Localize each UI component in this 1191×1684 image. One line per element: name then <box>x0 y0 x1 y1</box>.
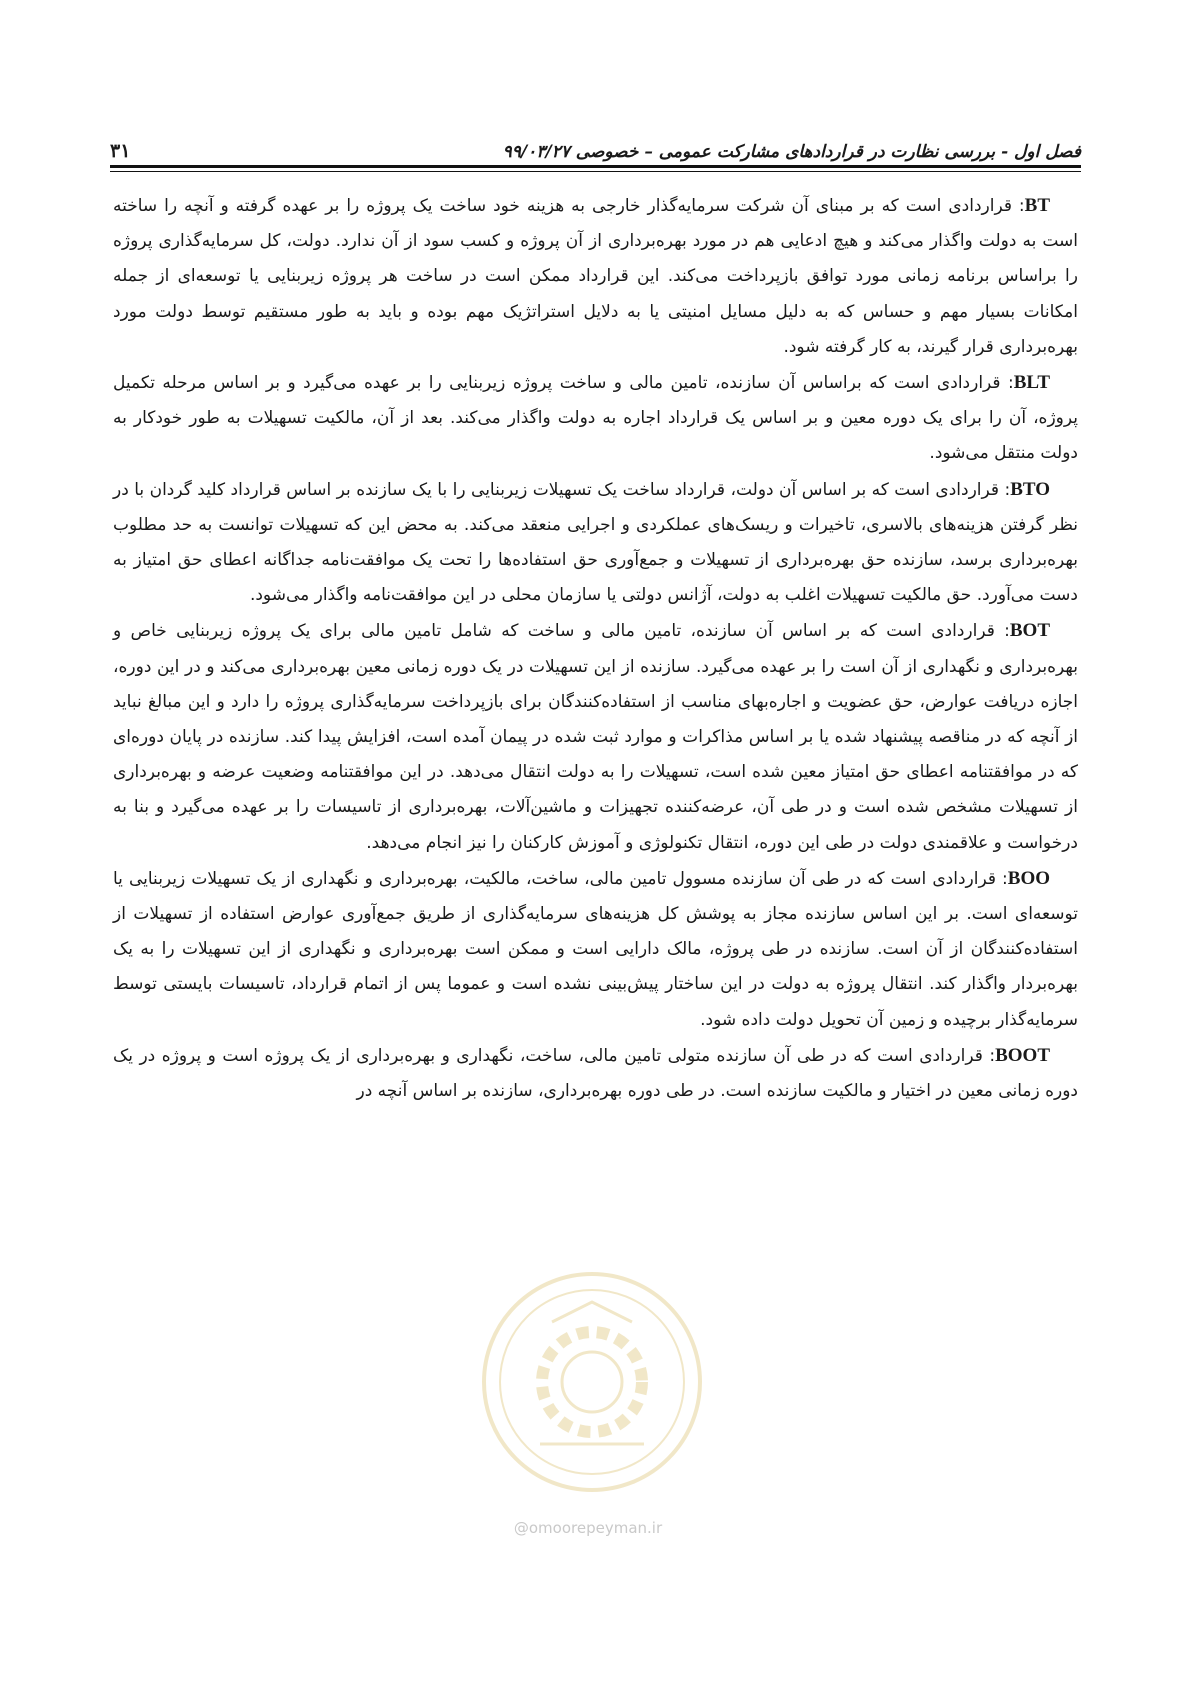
term-label: BOOT <box>995 1044 1050 1066</box>
paragraph-boot <box>113 1038 1078 1109</box>
paragraph-text: : قراردادی است که براساس آن سازنده، تامین مالی و ساخت پروژه زیربنایی را بر عهده می‌گیرد و بر اساس مرحله تکمیل پروژه، آن را برای یک دوره معین و بر اساس یک قرارداد اجاره به دولت واگذار می‌کند. بعد از آن، مالکیت تسهیلات به طور خودکار به دولت منتقل می‌شود. <box>113 373 1078 464</box>
paragraph-text: : قراردادی است که در طی آن سازنده متولی تامین مالی، ساخت، نگهداری و بهره‌برداری از یک پروژه است و پروژه در یک دوره زمانی معین در اختیار و مالکیت سازنده است. در طی دوره بهره‌برداری، سازنده بر اساس آنچه در <box>113 1045 1078 1102</box>
body-text <box>113 188 1078 1109</box>
term-label: BOT <box>1009 620 1050 642</box>
term-label: BTO <box>1010 478 1050 500</box>
paragraph-text: : قراردادی است که در طی آن سازنده مسوول تامین مالی، ساخت، مالکیت، بهره‌برداری و نگهداری از یک تسهیلات زیربنایی یا توسعه‌ای است. بر این اساس سازنده مجاز به پوشش کل هزینه‌های سرمایه‌گذاری از طریق جمع‌آوری عوارض استفاده از تسهیلات از استفاده‌کنندگان از آن است. سازنده در طی پروژه، مالک دارایی است و ممکن است بهره‌برداری و نگهداری از این تسهیلات را به یک بهره‌بردار واگذار کند. انتقال پروژه به دولت در این ساختار پیش‌بینی نشده است و عموما پس از اتمام قرارداد، تاسیسات بایستی توسط سرمایه‌گذار برچیده و زمین آن تحویل دولت داده شود. <box>113 868 1078 1030</box>
paragraph-text: : قراردادی است که بر اساس آن دولت، قرارداد ساخت یک تسهیلات زیربنایی را با یک سازنده بر اساس قرارداد کلید گردان با در نظر گرفتن هزینه‌های بالاسری، تاخیرات و ریسک‌های عملکردی و اجرایی منعقد می‌کند. به محض این که تسهیلات توانست به حد مطلوب بهره‌برداری برسد، سازنده حق بهره‌برداری از تسهیلات و جمع‌آوری حق استفاده‌ها را تحت یک موافقت‌نامه جداگانه اعطای حق امتیاز به دست می‌آورد. حق مالکیت تسهیلات اغلب به دولت، آژانس دولتی یا سازمان محلی در این موافقت‌نامه واگذار می‌شود. <box>113 479 1078 606</box>
paragraph-text: : قراردادی است که بر اساس آن سازنده، تامین مالی و ساخت که شامل تامین مالی برای یک پروژه زیربنایی خاص و بهره‌برداری و نگهداری از آن است را بر عهده می‌گیرد. سازنده از این تسهیلات در یک دوره زمانی معین بهره‌برداری می‌کند و در این دوره، اجازه دریافت عوارض، حق عضویت و اجاره‌بهای مناسب از استفاده‌کنندگان برای بازپرداخت سرمایه‌گذاری پروژه را دارد و این مبالغ نباید از آنچه که در مناقصه پیشنهاد شده یا بر اساس مذاکرات و موارد ثبت شده در پیمان آمده است، افزایش پیدا کند. سازنده در پایان دوره‌ای که در موافقتنامه اعطای حق امتیاز معین شده است، تسهیلات را به دولت انتقال می‌دهد. در این موافقتنامه وضعیت عرضه و بهره‌برداری از تسهیلات مشخص شده است و در طی آن، عرضه‌کننده تجهیزات و ماشین‌آلات، بهره‌برداری از تاسیسات را بر عهده می‌گیرد و بنا به درخواست و علاقمندی دولت در طی این دوره، انتقال تکنولوژی و آموزش کارکنان را نیز انجام می‌دهد. <box>113 621 1078 853</box>
paragraph-blt <box>113 365 1078 472</box>
running-header <box>110 128 1081 162</box>
term-label: BLT <box>1013 372 1050 394</box>
term-label: BT <box>1024 195 1050 216</box>
paragraph-bot <box>113 613 1078 860</box>
paragraph-bt <box>113 188 1078 365</box>
paragraph-boo <box>113 861 1078 1038</box>
header-title: فصل اول - بررسی نظارت در قراردادهای مشارکت عمومی – خصوصی ۹۹/۰۳/۲۷ <box>502 142 1081 162</box>
paragraph-text: : قراردادی است که بر مبنای آن شرکت سرمایه‌گذار خارجی به هزینه خود ساخت یک پروژه را بر عهده گرفته و آنچه را ساخته است به دولت واگذار می‌کند و هیچ ادعایی هم در مورد بهره‌برداری از آن پروژه و کسب سود از آن ندارد. دولت، کل سرمایه‌گذاری پروژه را براساس برنامه زمانی مورد توافق بازپرداخت می‌کند. این قرارداد ممکن است در ساخت هر پروژه زیربنایی یا توسعه‌ای از جمله امکانات بسیار مهم و حساس که به دلیل مسایل امنیتی یا به دلایل استراتژیک مهم بوده و باید به طور مستقیم توسط دولت مورد بهره‌برداری قرار گیرند، به کار گرفته شود. <box>113 196 1078 357</box>
header-rule <box>110 165 1081 168</box>
header-rule-thin <box>110 171 1081 172</box>
watermark-url: @omoorepeyman.ir <box>513 1519 663 1537</box>
paragraph-bto <box>113 472 1078 614</box>
watermark-seal-icon <box>478 1268 706 1496</box>
term-label: BOO <box>1007 867 1050 889</box>
page-number: ۳۱ <box>110 140 131 162</box>
